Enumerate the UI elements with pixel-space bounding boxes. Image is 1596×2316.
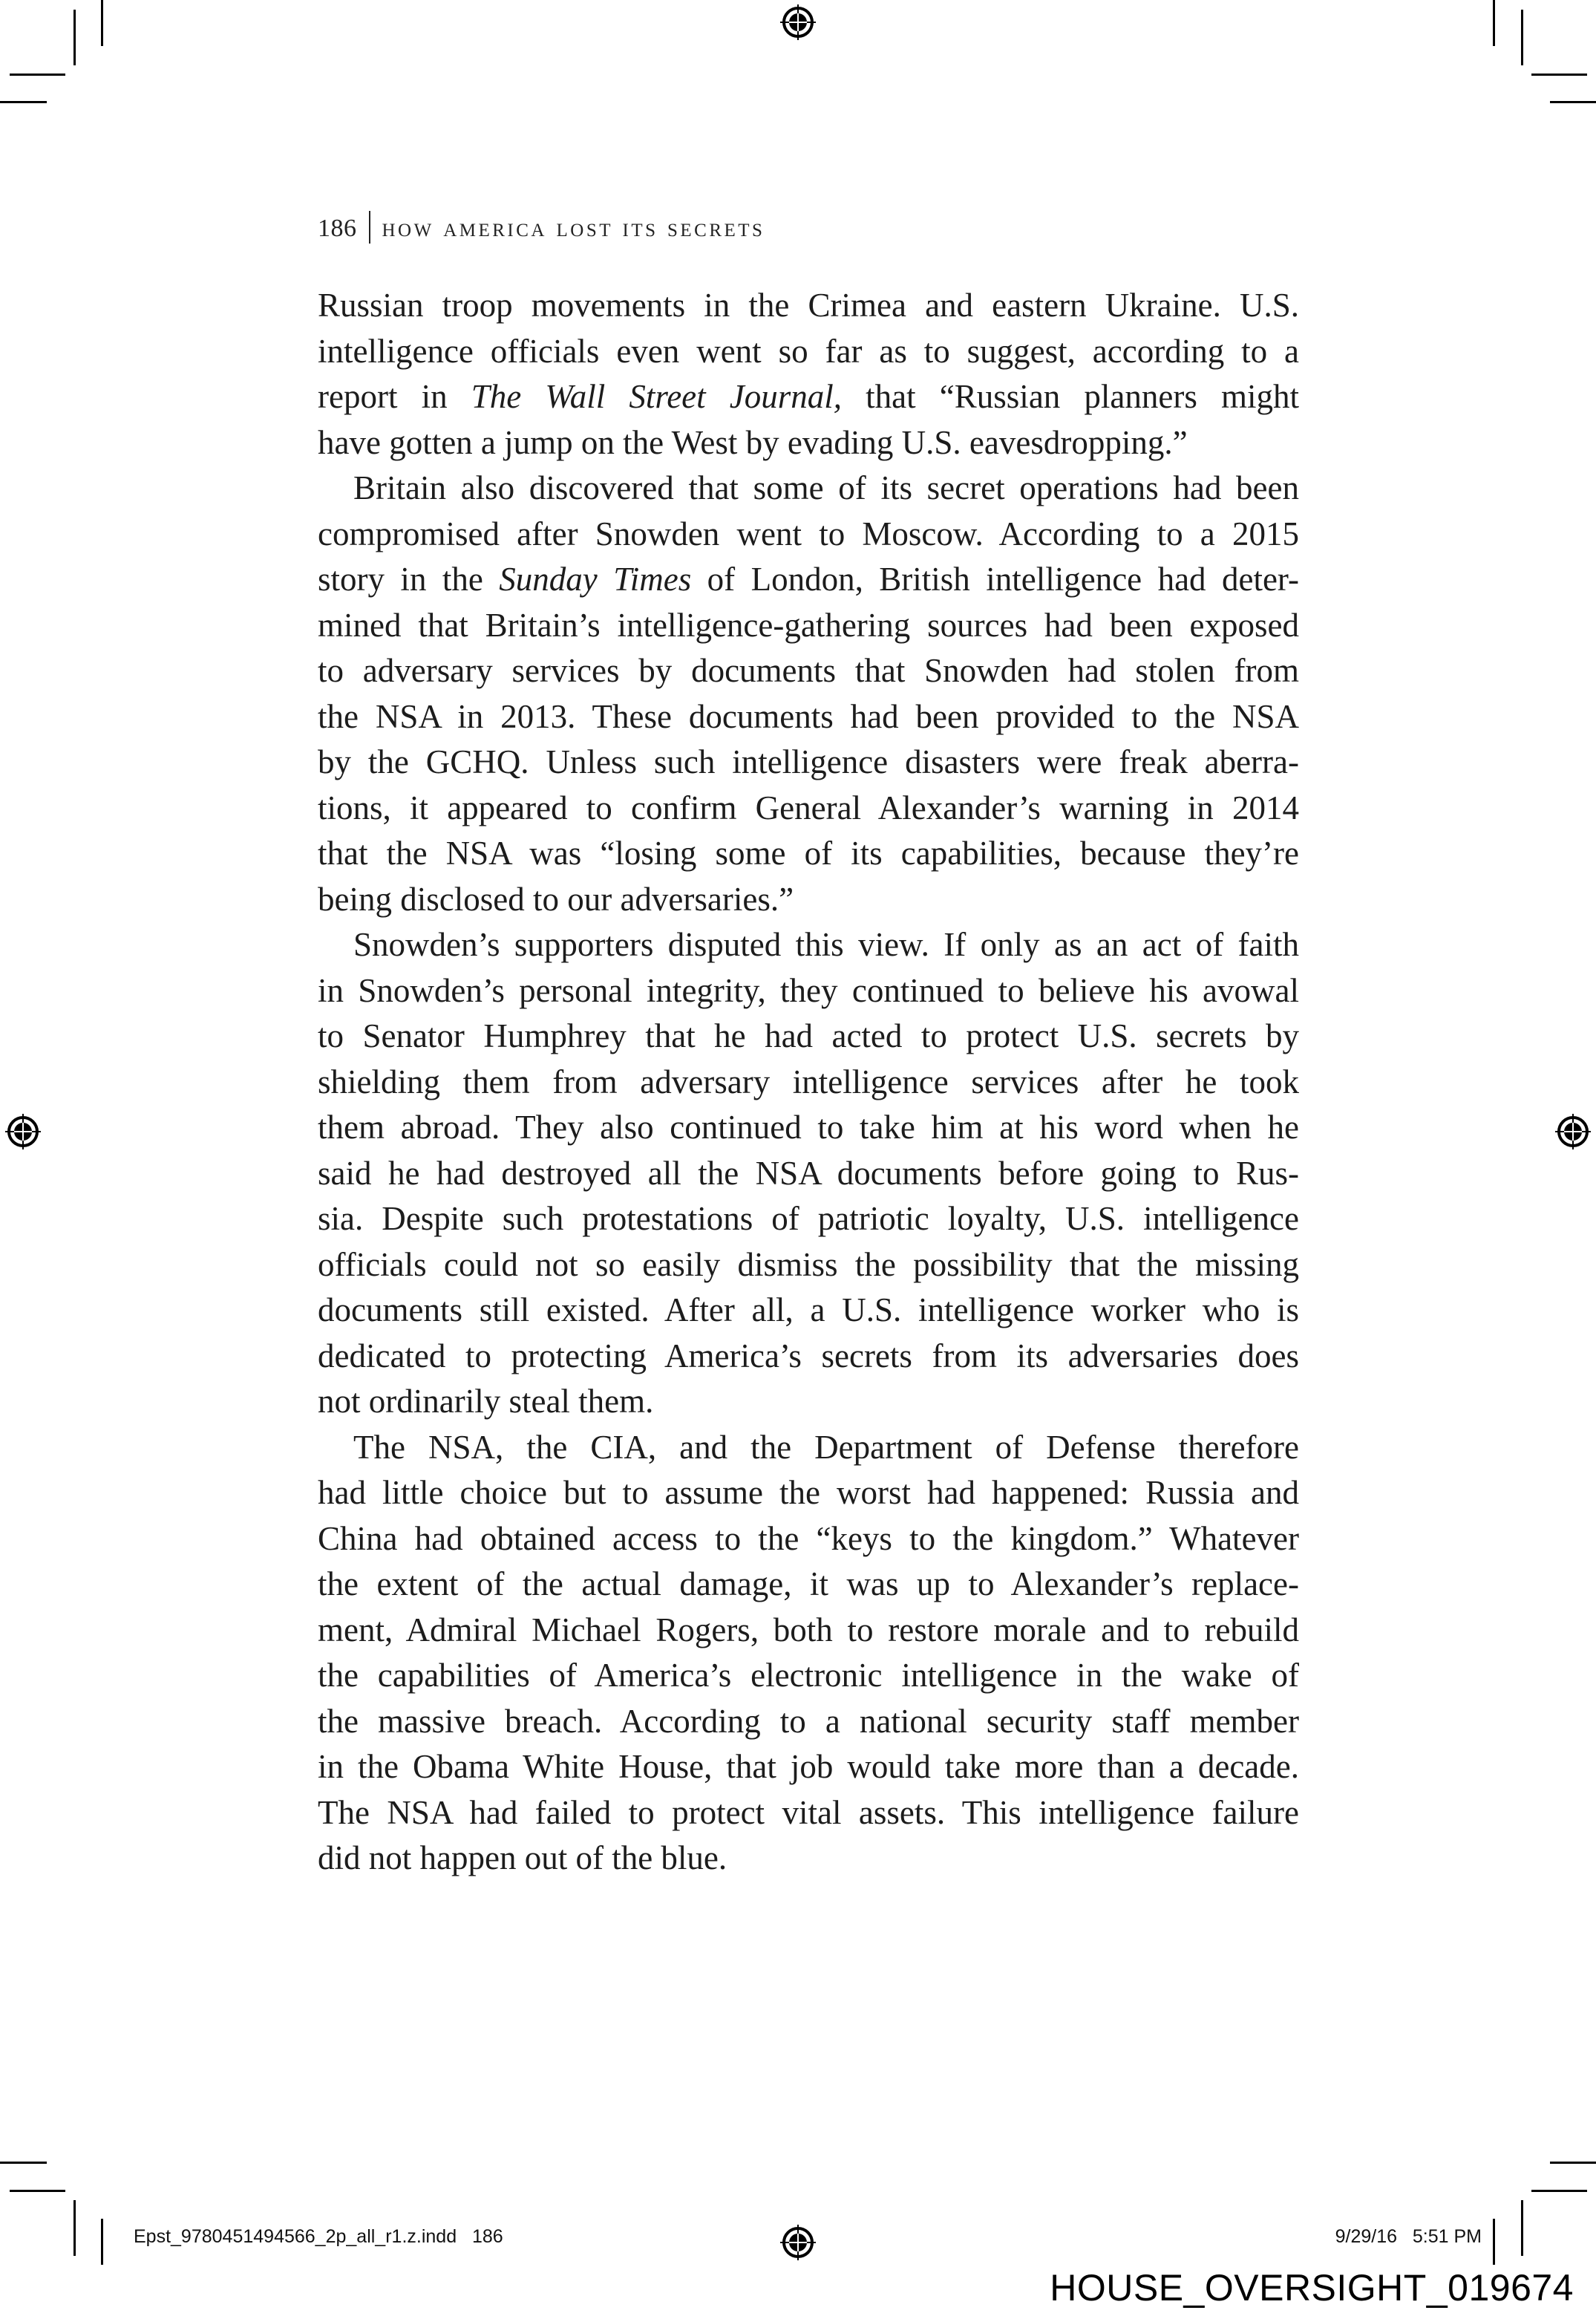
crop-mark-bottom-right-v-inner: [1493, 2219, 1495, 2265]
text-run: officials could not so easily dismiss the possibility that the missing: [318, 1245, 1299, 1283]
text-run: the NSA in 2013. These documents had been provided to the NSA: [318, 697, 1299, 735]
text-line: [318, 1699, 1299, 1745]
text-run: documents still existed. After all, a U.S. intelligence worker who is: [318, 1291, 1299, 1328]
text-line: [318, 968, 1299, 1014]
bates-number: HOUSE_OVERSIGHT_019674: [1050, 2267, 1574, 2309]
crop-mark-top-left-h-inner: [0, 101, 47, 103]
text-line: [318, 374, 1299, 420]
text-run: them abroad. They also continued to take him at his word when he: [318, 1109, 1299, 1146]
text-line: [318, 1470, 1299, 1516]
text-run: China had obtained access to the “keys to the kingdom.” Whatever: [318, 1519, 1299, 1557]
text-run: to Senator Humphrey that he had acted to protect U.S. secrets by: [318, 1017, 1299, 1054]
text-line: [318, 1653, 1299, 1699]
text-line: [318, 1790, 1299, 1836]
print-slug-file: [134, 2226, 503, 2248]
text-run: mined that Britain’s intelligence-gathering sources had been exposed: [318, 606, 1299, 644]
text-line: [318, 694, 1299, 740]
text-line: [318, 1334, 1299, 1380]
text-run: in Snowden’s personal integrity, they continued to believe his avowal: [318, 971, 1299, 1009]
italic-title: Sunday Times: [499, 561, 692, 598]
text-run: that the NSA was “losing some of its capabilities, because they’re: [318, 835, 1299, 872]
text-run: The NSA, the CIA, and the Department of Defense therefore: [353, 1428, 1299, 1466]
paragraph: [318, 466, 1299, 922]
text-line: [318, 648, 1299, 694]
crop-mark-top-left-h-outer: [10, 74, 65, 76]
registration-target-icon: [779, 3, 817, 42]
crop-mark-bottom-left-v-inner: [101, 2219, 103, 2265]
registration-target-icon: [1554, 1112, 1592, 1151]
text-run: being disclosed to our adversaries.”: [318, 880, 794, 918]
text-line: [318, 831, 1299, 877]
text-run: that “Russian planners might: [842, 378, 1300, 415]
print-slug-date: 9/29/16: [1335, 2226, 1398, 2247]
text-run: Britain also discovered that some of its secret operations had been: [353, 469, 1299, 506]
print-slug-timestamp: [1335, 2226, 1482, 2248]
text-run: compromised after Snowden went to Moscow. According to a 2015: [318, 515, 1299, 552]
text-line: [318, 1060, 1299, 1106]
text-run: the capabilities of America’s electronic intelligence in the wake of: [318, 1657, 1299, 1694]
page-number: 186: [318, 215, 357, 242]
crop-mark-bottom-left-h-inner: [0, 2162, 47, 2164]
text-line: [318, 1425, 1299, 1471]
text-line: [318, 603, 1299, 649]
text-run: report in: [318, 378, 471, 415]
text-line: [318, 1608, 1299, 1654]
text-run: in the Obama White House, that job would take more than a decade.: [318, 1748, 1299, 1785]
text-line: [318, 1196, 1299, 1242]
crop-mark-top-left-v-outer: [73, 10, 76, 65]
text-run: story in the: [318, 561, 500, 598]
text-line: [318, 557, 1299, 603]
text-run: dedicated to protecting America’s secrets from its adversaries does: [318, 1337, 1299, 1374]
crop-mark-top-right-h-outer: [1531, 74, 1587, 76]
text-line: [318, 1836, 1299, 1882]
text-line: [318, 1516, 1299, 1562]
text-line: [318, 1105, 1299, 1151]
text-run: the massive breach. According to a national security staff member: [318, 1702, 1299, 1740]
text-line: [318, 466, 1299, 512]
text-run: Russian troop movements in the Crimea and eastern Ukraine. U.S.: [318, 287, 1299, 324]
crop-mark-top-left-v-inner: [101, 0, 103, 46]
text-run: sia. Despite such protestations of patriotic loyalty, U.S. intelligence: [318, 1200, 1299, 1237]
text-run: had little choice but to assume the worst had happened: Russia and: [318, 1474, 1299, 1511]
print-slug-time: 5:51 PM: [1412, 2226, 1482, 2247]
text-line: [318, 1379, 1299, 1425]
crop-mark-top-right-v-outer: [1521, 10, 1523, 65]
crop-mark-bottom-right-h-outer: [1531, 2190, 1587, 2192]
text-line: [318, 1288, 1299, 1334]
text-line: [318, 1151, 1299, 1197]
text-line: [318, 877, 1299, 923]
text-run: intelligence officials even went so far as to suggest, according to a: [318, 332, 1299, 370]
body-text: [318, 283, 1299, 1882]
crop-mark-bottom-left-v-outer: [73, 2200, 76, 2256]
text-run: shielding them from adversary intelligence services after he took: [318, 1063, 1299, 1100]
print-slug-filename: Epst_9780451494566_2p_all_r1.z.indd: [134, 2226, 457, 2247]
text-run: Snowden’s supporters disputed this view. If only as an act of faith: [353, 926, 1299, 963]
text-run: to adversary services by documents that Snowden had stolen from: [318, 652, 1299, 689]
paragraph: [318, 283, 1299, 466]
paragraph: [318, 922, 1299, 1425]
text-run: tions, it appeared to confirm General Alexander’s warning in 2014: [318, 789, 1299, 826]
registration-target-icon: [4, 1112, 42, 1151]
text-run: the extent of the actual damage, it was up to Alexander’s replace-: [318, 1565, 1299, 1602]
book-title: how america lost its secrets: [382, 212, 765, 242]
text-line: [318, 420, 1299, 466]
text-line: [318, 1562, 1299, 1608]
text-run: did not happen out of the blue.: [318, 1839, 727, 1876]
crop-mark-bottom-right-h-inner: [1550, 2162, 1596, 2164]
text-line: [318, 740, 1299, 786]
text-run: ment, Admiral Michael Rogers, both to restore morale and to rebuild: [318, 1611, 1299, 1648]
text-run: not ordinarily steal them.: [318, 1383, 654, 1420]
running-head: [318, 211, 765, 244]
print-slug-page: 186: [471, 2226, 503, 2247]
crop-mark-bottom-left-h-outer: [10, 2190, 65, 2192]
text-run: of London, British intelligence had deter-: [691, 561, 1300, 598]
italic-title: The Wall Street Journal,: [471, 378, 843, 415]
running-head-divider: [369, 211, 370, 244]
text-run: The NSA had failed to protect vital assets. This intelligence failure: [318, 1793, 1299, 1831]
crop-mark-top-right-h-inner: [1550, 101, 1596, 103]
text-line: [318, 512, 1299, 558]
text-line: [318, 786, 1299, 832]
registration-target-icon: [779, 2223, 817, 2262]
text-run: have gotten a jump on the West by evading U.S. eavesdropping.”: [318, 423, 1188, 461]
text-line: [318, 1014, 1299, 1060]
paragraph: [318, 1425, 1299, 1882]
text-line: [318, 922, 1299, 968]
text-run: said he had destroyed all the NSA documents before going to Rus-: [318, 1154, 1299, 1192]
text-line: [318, 1242, 1299, 1288]
text-line: [318, 329, 1299, 375]
crop-mark-top-right-v-inner: [1493, 0, 1495, 46]
crop-mark-bottom-right-v-outer: [1521, 2200, 1523, 2256]
text-line: [318, 283, 1299, 329]
text-line: [318, 1744, 1299, 1790]
text-run: by the GCHQ. Unless such intelligence disasters were freak aberra-: [318, 743, 1299, 780]
